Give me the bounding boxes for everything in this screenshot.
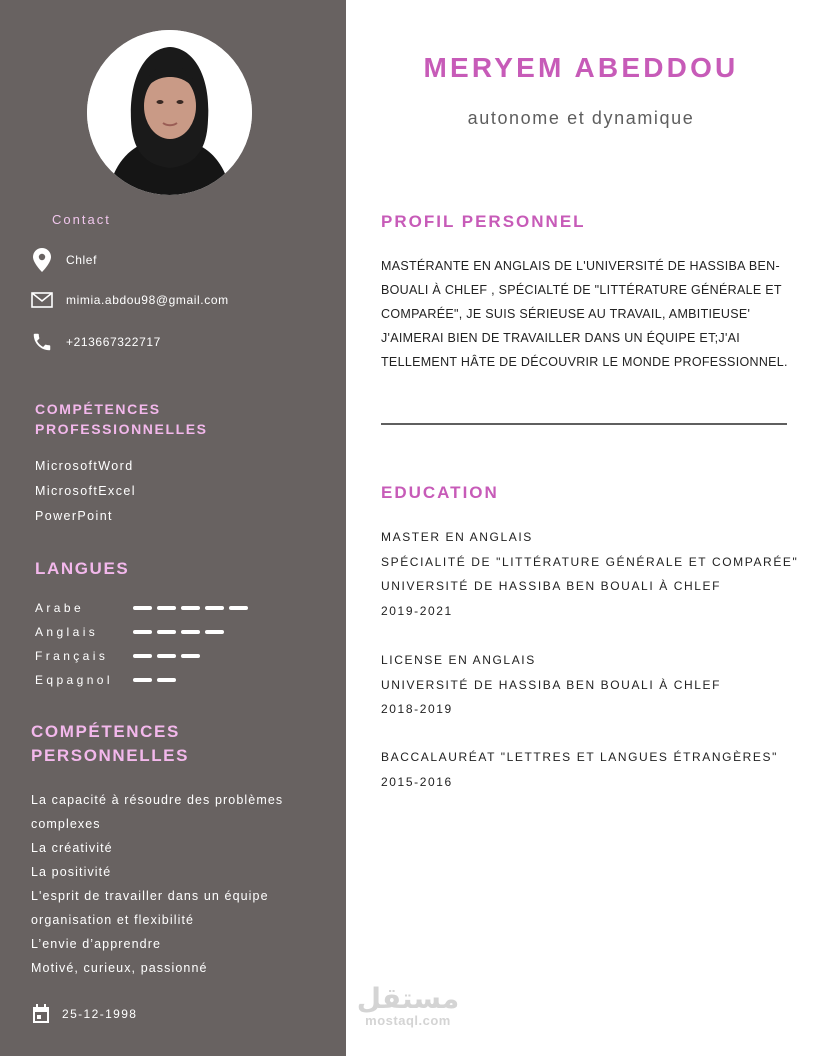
education-line: BACCALAURÉAT "LETTRES ET LANGUES ÉTRANGÈRES" <box>381 750 779 764</box>
personal-skills-heading <box>31 720 189 768</box>
education-line: UNIVERSITÉ DE HASSIBA BEN BOUALI À CHLEF <box>381 579 722 593</box>
list-item: La positivité <box>31 865 112 879</box>
language-row <box>35 622 224 642</box>
education-entry <box>381 648 721 722</box>
personal-skills-list <box>31 788 283 980</box>
list-item: MicrosoftWord <box>35 459 134 473</box>
list-item: complexes <box>31 817 101 831</box>
contact-email <box>30 286 229 314</box>
contact-location <box>30 246 97 274</box>
watermark-arabic: مستقل <box>356 982 460 1015</box>
language-level-dash <box>157 630 176 634</box>
pro-skills-heading <box>35 400 208 439</box>
pro-skills-heading-line1: COMPÉTENCES <box>35 401 161 417</box>
language-level-dash <box>133 630 152 634</box>
contact-phone <box>30 328 161 356</box>
list-item: L’envie d’apprendre <box>31 937 162 951</box>
location-text: Chlef <box>66 253 98 267</box>
envelope-icon <box>30 288 54 312</box>
language-name: Français <box>35 649 109 663</box>
profile-line: TELLEMENT HÂTE DE DÉCOUVRIR LE MONDE PROFESSIONNEL. <box>381 355 788 369</box>
profile-line: COMPARÉE", JE SUIS SÉRIEUSE AU TRAVAIL, AMBITIEUSE' <box>381 307 751 321</box>
profile-heading: PROFIL PERSONNEL <box>381 212 586 231</box>
mostaql-watermark <box>356 984 460 1028</box>
language-level-dash <box>133 606 152 610</box>
personal-skills-heading-line1: COMPÉTENCES <box>31 722 180 741</box>
education-line: 2018-2019 <box>381 702 453 716</box>
list-item: La capacité à résoudre des problèmes <box>31 793 284 807</box>
language-name: Arabe <box>35 601 85 615</box>
profile-line: MASTÉRANTE EN ANGLAIS DE L'UNIVERSITÉ DE HASSIBA BEN- <box>381 259 780 273</box>
education-line: LICENSE EN ANGLAIS <box>381 653 536 667</box>
education-entry <box>381 745 778 794</box>
language-level-dash <box>157 606 176 610</box>
language-row <box>35 670 176 690</box>
list-item: Motivé, curieux, passionné <box>31 961 208 975</box>
contact-title: Contact <box>52 212 111 227</box>
list-item: PowerPoint <box>35 509 113 523</box>
language-name: Anglais <box>35 625 99 639</box>
language-level-dash <box>205 606 224 610</box>
education-heading: EDUCATION <box>381 483 499 502</box>
phone-icon <box>30 330 54 354</box>
language-level-dash <box>157 678 176 682</box>
education-line: 2015-2016 <box>381 774 453 789</box>
language-level-dash <box>181 606 200 610</box>
watermark-latin: mostaql.com <box>365 1013 451 1028</box>
main-content <box>346 0 816 1056</box>
education-line: MASTER EN ANGLAIS <box>381 530 533 544</box>
education-line: UNIVERSITÉ DE HASSIBA BEN BOUALI À CHLEF <box>381 677 722 692</box>
birthdate-row <box>30 1002 137 1026</box>
portrait-illustration <box>87 30 252 195</box>
language-name: Eqpagnol <box>35 673 113 687</box>
list-item: organisation et flexibilité <box>31 913 195 927</box>
email-text[interactable]: mimia.abdou98@gmail.com <box>66 293 229 307</box>
profile-text <box>381 254 801 374</box>
language-row <box>35 598 248 618</box>
language-level <box>133 606 248 610</box>
language-level <box>133 630 224 634</box>
sidebar <box>0 0 346 1056</box>
language-level-dash <box>133 678 152 682</box>
map-pin-icon <box>30 248 54 272</box>
language-level <box>133 654 200 658</box>
list-item: L'esprit de travailler dans un équipe <box>31 889 269 903</box>
pro-skills-heading-line2: PROFESSIONNELLES <box>35 420 208 437</box>
language-level-dash <box>229 606 248 610</box>
education-entry <box>381 525 798 623</box>
language-level-dash <box>157 654 176 658</box>
language-level-dash <box>181 654 200 658</box>
tagline: autonome et dynamique <box>467 108 695 128</box>
list-item: La créativité <box>31 841 113 855</box>
language-level <box>133 678 176 682</box>
phone-text[interactable]: +213667322717 <box>66 335 161 349</box>
profile-photo <box>87 30 252 195</box>
profile-line: BOUALI À CHLEF , SPÉCIALTÉ DE "LITTÉRATURE GÉNÉRALE ET <box>381 283 782 297</box>
section-divider <box>381 423 787 425</box>
language-level-dash <box>133 654 152 658</box>
list-item: MicrosoftExcel <box>35 484 136 498</box>
education-line: 2019-2021 <box>381 603 453 618</box>
birthdate-text: 25-12-1998 <box>62 1007 138 1021</box>
education-line: SPÉCIALITÉ DE "LITTÉRATURE GÉNÉRALE ET COMPARÉE" <box>381 554 799 569</box>
profile-line: J'AIMERAI BIEN DE TRAVAILLER DANS UN ÉQUIPE ET;J'AI <box>381 331 741 345</box>
person-name: MERYEM ABEDDOU <box>423 52 739 83</box>
pro-skills-list <box>35 459 136 534</box>
calendar-icon <box>30 1002 52 1026</box>
personal-skills-heading-line2: PERSONNELLES <box>31 745 190 765</box>
languages-heading: LANGUES <box>35 559 130 578</box>
language-row <box>35 646 200 666</box>
language-level-dash <box>205 630 224 634</box>
language-level-dash <box>181 630 200 634</box>
